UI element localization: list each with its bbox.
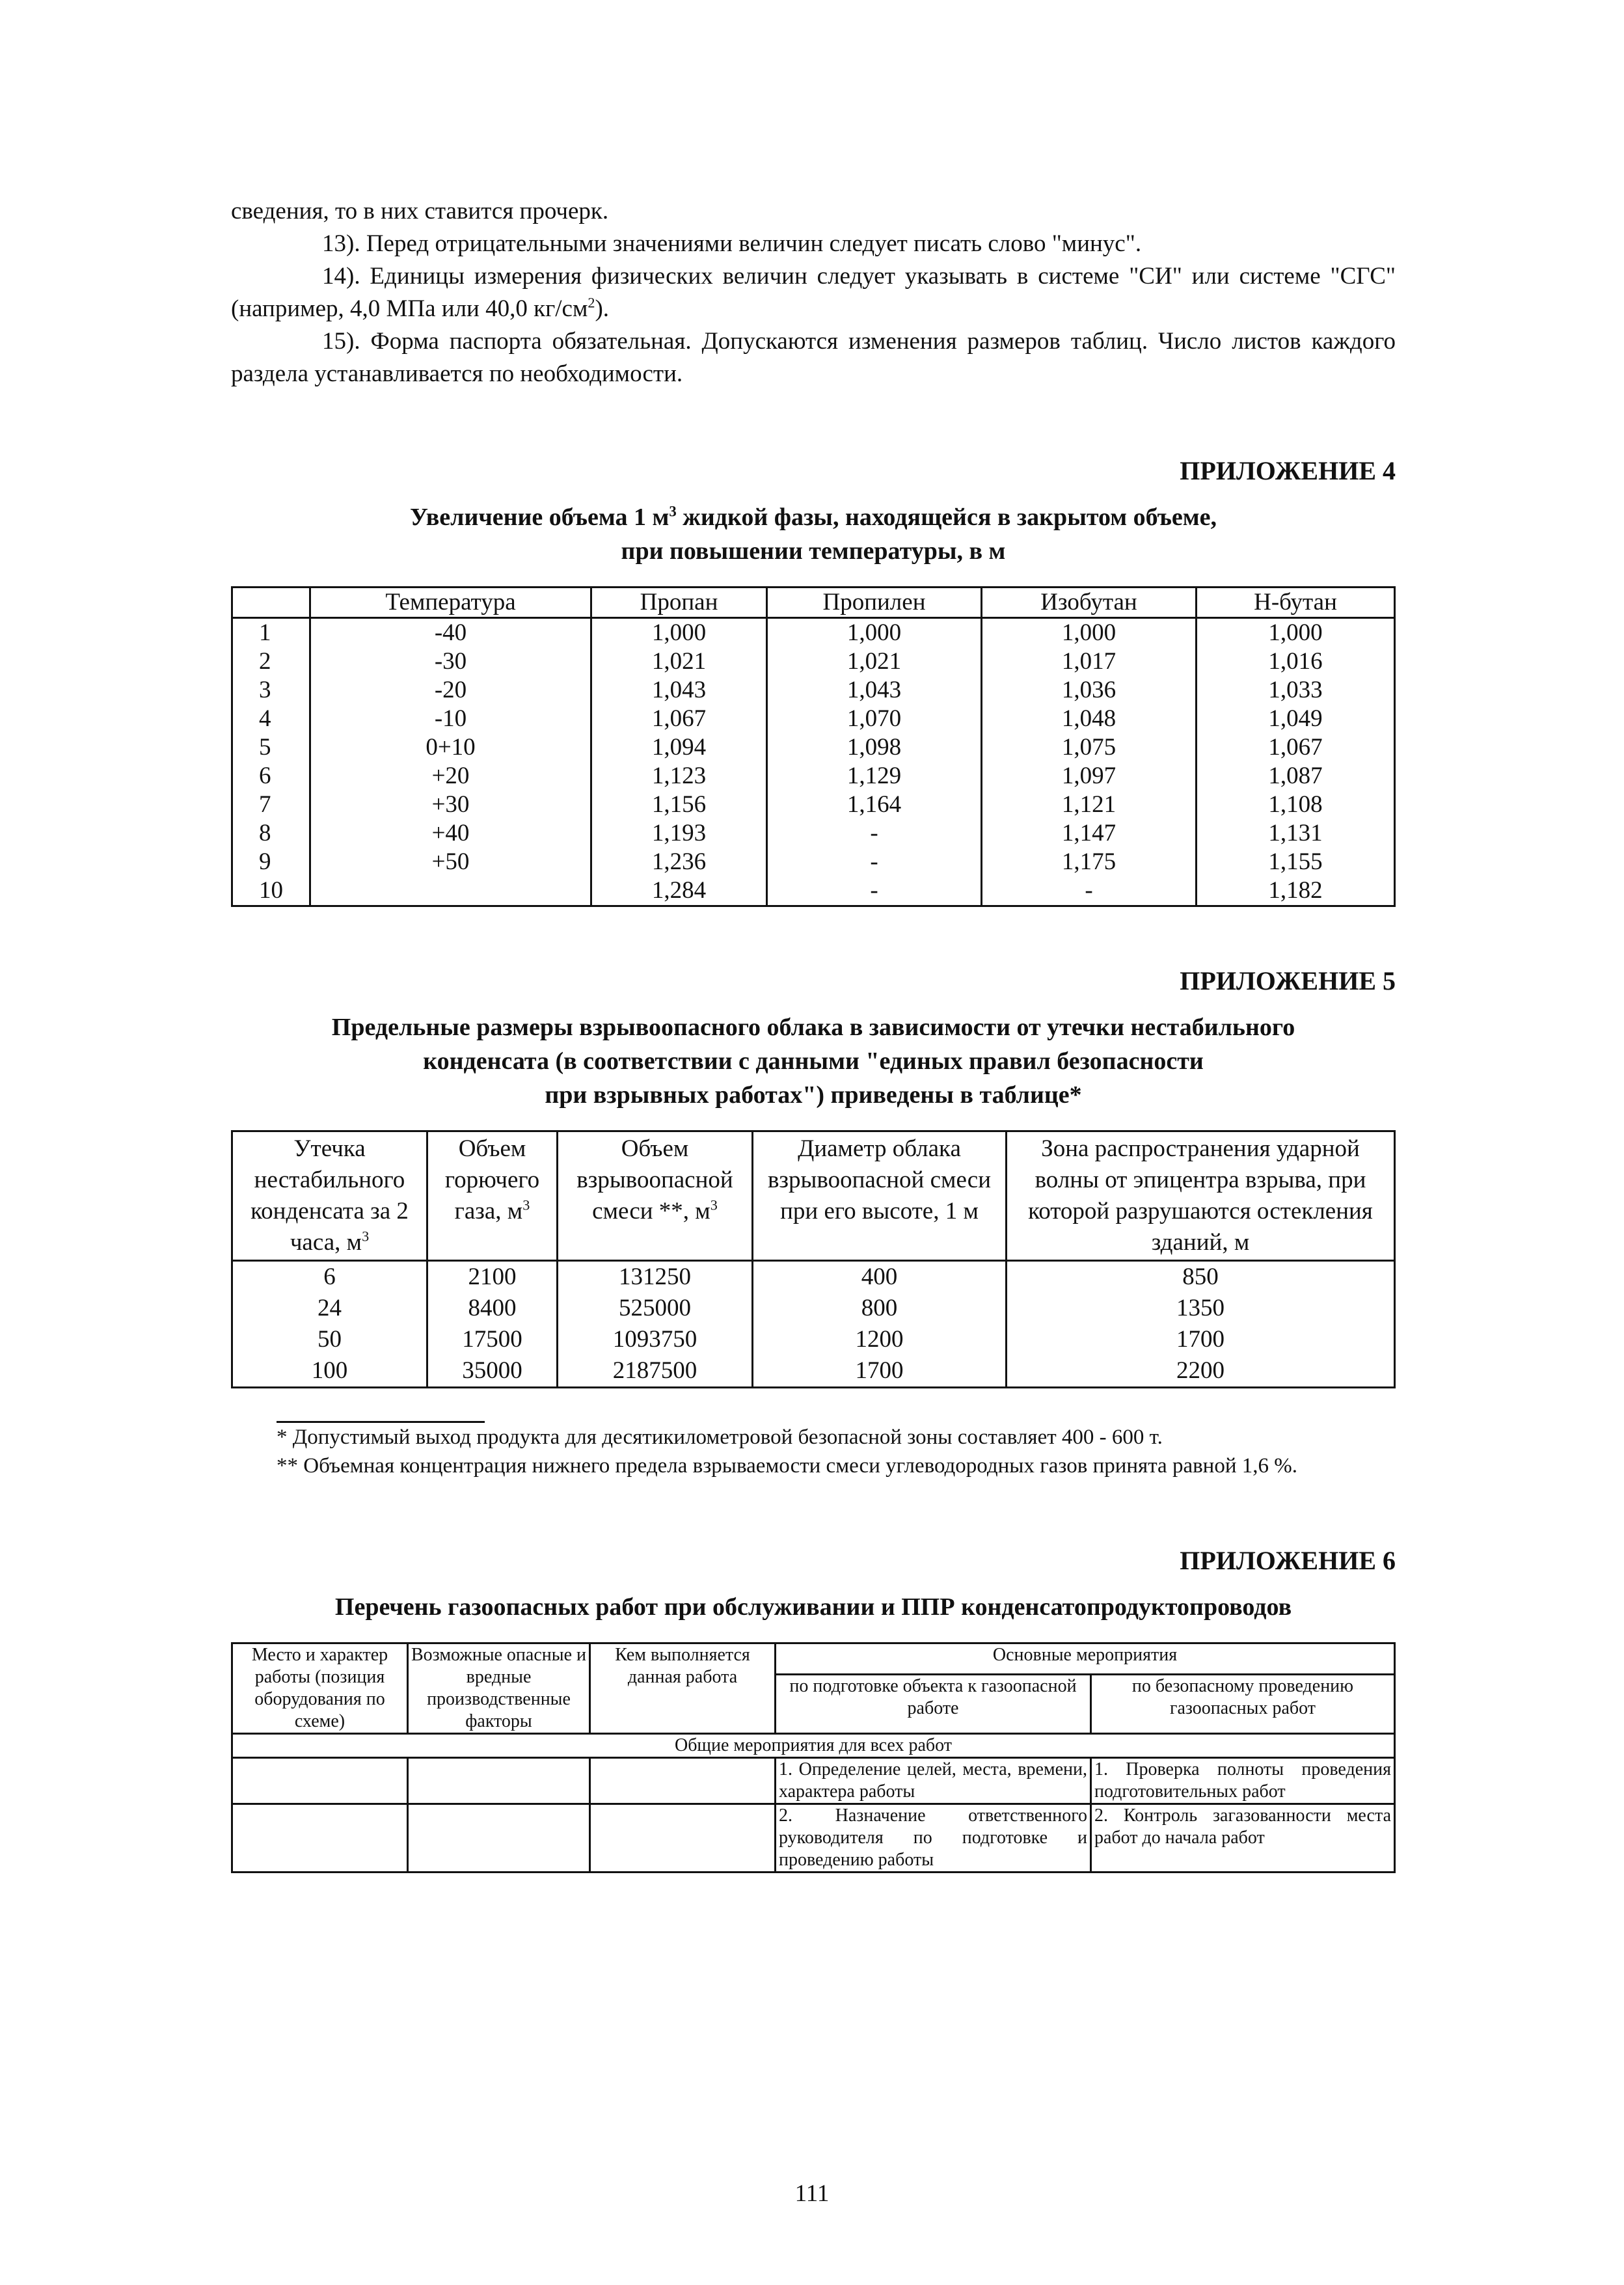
table-row: 9 +50 1,236 - 1,175 1,155 bbox=[232, 848, 1395, 876]
table-section-row: Общие мероприятия для всех работ bbox=[232, 1734, 1395, 1758]
rule-15: 15). Форма паспорта обязательная. Допускаются изменения размеров таблиц. Число листов каждого раздела устанавливается по необходимости. bbox=[231, 328, 1396, 387]
appendix-4-title: Увеличение объема 1 $м^3$ жидкой фазы, находящейся в закрытом объеме, при повышении температуры, в м bbox=[409, 503, 1217, 565]
table-row: 50 17500 1093750 1200 1700 bbox=[232, 1324, 1395, 1355]
table-row: 24 8400 525000 800 1350 bbox=[232, 1293, 1395, 1324]
appendix-6-title: Перечень газоопасных работ при обслуживании и ППР конденсатопродуктопроводов bbox=[334, 1593, 1292, 1621]
page-number: 111 bbox=[794, 2180, 830, 2207]
table-row: 5 0+10 1,094 1,098 1,075 1,067 bbox=[232, 733, 1395, 762]
table-header-row: Место и характер работы (позиция оборудования по схеме) Возможные опасные и вредные производственные факторы Кем выполняется данная работа Основные мероприятия bbox=[232, 1643, 1395, 1675]
table-row: 8 +40 1,193 - 1,147 1,131 bbox=[232, 819, 1395, 848]
footnote-1: * Допустимый выход продукта для десятикилометровой безопасной зоны составляет 400 - 600 т. bbox=[277, 1426, 1163, 1449]
table-row: 1 -40 1,000 1,000 1,000 1,000 bbox=[232, 618, 1395, 648]
table-row: 6 +20 1,123 1,129 1,097 1,087 bbox=[232, 762, 1395, 791]
document-page bbox=[231, 195, 1396, 1873]
appendix-5-heading: ПРИЛОЖЕНИЕ 5 bbox=[1180, 966, 1396, 995]
appendix-5-title: Предельные размеры взрывоопасного облака в зависимости от утечки нестабильного конденсата (в соответствии с данными "единых правил безопасности при взрывных работах") приведены в таблице* bbox=[331, 1014, 1295, 1109]
table-row: 100 35000 2187500 1700 2200 bbox=[232, 1355, 1395, 1388]
table-header-row: Температура Пропан Пропилен Изобутан Н-бутан bbox=[232, 588, 1395, 618]
intro-line: сведения, то в них ставится прочерк. bbox=[231, 198, 609, 224]
table-row: 7 +30 1,156 1,164 1,121 1,108 bbox=[232, 791, 1395, 819]
table-row: 6 2100 131250 400 850 bbox=[232, 1261, 1395, 1293]
volume-expansion-table bbox=[231, 586, 1396, 907]
table-row: 2. Назначение ответственного руководителя по подготовке и проведению работы 2. Контроль загазованности места работ до начала работ bbox=[232, 1804, 1395, 1873]
appendix-6-heading: ПРИЛОЖЕНИЕ 6 bbox=[1180, 1546, 1396, 1575]
footnote-2: ** Объемная концентрация нижнего предела взрываемости смеси углеводородных газов принята равной 1,6 %. bbox=[277, 1454, 1297, 1478]
table-row: 2 -30 1,021 1,021 1,017 1,016 bbox=[232, 647, 1395, 676]
appendix-4-heading: ПРИЛОЖЕНИЕ 4 bbox=[1180, 456, 1396, 485]
table-row: 3 -20 1,043 1,043 1,036 1,033 bbox=[232, 676, 1395, 705]
rule-13: 13). Перед отрицательными значениями величин следует писать слово "минус". bbox=[322, 230, 1142, 257]
explosive-cloud-table bbox=[231, 1130, 1396, 1388]
rule-14: 14). Единицы измерения физических величин следует указывать в системе "СИ" или системе "СГС" (например, 4,0 МПа или 40,0 $кг/см^2$). bbox=[231, 263, 1396, 322]
table-row: 4 -10 1,067 1,070 1,048 1,049 bbox=[232, 705, 1395, 733]
table-subheader-row: по подготовке объекта к газоопасной работе по безопасному проведению газоопасных работ bbox=[232, 1674, 1395, 1733]
gas-hazard-works-table bbox=[231, 1642, 1396, 1873]
table-header-row: Утечка нестабильного конденсата за 2 часа, $м^3$ Объем горючего газа, $м^3$ Объем взрывоопасной смеси **, $м^3$ Диаметр облака взрывоопасной смеси при его высоте, 1 м Зона распространения ударной волны от эпицентра взрыва, при которой разрушаются остекления зданий, м bbox=[232, 1131, 1395, 1261]
table-row: 10 1,284 - - 1,182 bbox=[232, 876, 1395, 906]
table-row: 1. Определение целей, места, времени, характера работы 1. Проверка полноты проведения подготовительных работ bbox=[232, 1758, 1395, 1804]
